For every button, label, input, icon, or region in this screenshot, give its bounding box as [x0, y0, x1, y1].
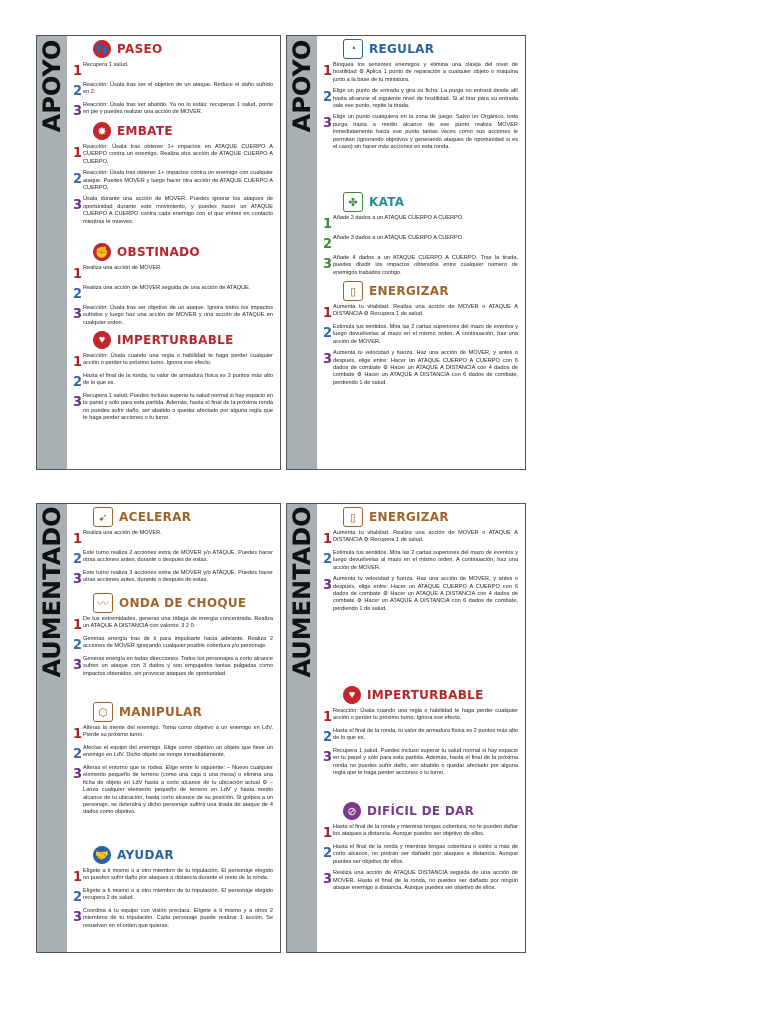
- skill-ayudar: 🤝 AYUDAR 1 Elígete a ti mismo o a otro miembro de tu tripulación. El personaje elegido no pueden sufrir daño por ataques a distancia durante el resto de la ronda. 2 Elígete a ti mismo o a otro miembro de tu tripulación. El personaje elegido recupera 2 de salud. 3 Coordina a tu equipo con visión preclara. Elígete a ti mismo y a otros 2 miembros de tu tripulación. Cada personaje puede realizar 1 acción. Se resuelven en el orden que quieras.: [73, 844, 276, 934]
- skill-name: ENERGIZAR: [369, 510, 449, 524]
- level-1-text: Elígete a ti mismo o a otro miembro de tu tripulación. El personaje elegido no pueden sufrir daño por ataques a distancia durante el resto de la ronda.: [83, 868, 273, 882]
- level-1-text: Alteras la mente del enemigo. Toma como objetivo a un enemigo en LdV. Pierde su próximo turno.: [83, 725, 273, 739]
- level-3-text: Recupera 1 salud. Puedes incluso superar tu salud normal si hay espacio en tu panel y sólo para esta partida. Además, hasta el final de la próxima ronda no puedes sufrir daño, ser abatido o quedar afectado por alguna regla que te haga perder acciones o tu turno.: [333, 748, 518, 777]
- category-title: AUMENTADO: [38, 505, 66, 678]
- level-1-text: Hasta el final de la ronda y mientras tengas cobertura, no te pueden dañar los ataques a distancia. Aunque puedes ser objetivo de ellos.: [333, 824, 518, 838]
- level-3-text: Este turno realiza 3 acciones extra de MOVER y/o ATAQUE. Puedes hacer otras acciones antes, durante o después de estas.: [83, 570, 273, 584]
- category-title: APOYO: [38, 39, 66, 133]
- battery-icon: ▯: [343, 507, 363, 527]
- handshake-icon: 🤝: [93, 846, 111, 864]
- skill-name: PASEO: [117, 42, 163, 56]
- level-3-text: Aumenta tu velocidad y fuerza. Haz una acción de MOVER, y antes o después, elige entre: Hacer un ATAQUE CUERPO A CUERPO con 6 dados de combate ⚙ Hacer un ATAQUE A DISTANCIA con 4 dados de combate ⚙ Hacer un ATAQUE A DISTANCIA con 6 dados de combate, perdiendo 1 de salud.: [333, 350, 518, 386]
- skill-name: ACELERAR: [119, 510, 192, 524]
- level-1-text: Reacción: Úsala cuando una regla o habilidad te haga perder cualquier acción o perder tu próximo turno. Ignora ese efecto.: [333, 708, 518, 722]
- category-band: [287, 36, 317, 469]
- level-1-text: Reacción: Úsala cuando una regla o habilidad te haga perder cualquier acción o perder tu próximo turno. Ignora ese efecto.: [83, 353, 273, 367]
- heartbeat-icon: ♥: [93, 331, 111, 349]
- heartbeat-icon: ♥: [343, 686, 361, 704]
- skill-regular: ◔ REGULAR 1 Bloquea los sensores enemigos y elimina una clavija del nivel de hostilidad ⚙ Aplica 1 punto de reparación a cualquier objeto o máquina junto a la base de tu miniatura. 2 Elige un punto de entrada y gira su ficha. La purga no entrará desde allí hasta alcanzar el siguiente nivel de hostilidad. Si al tirar para su entrada sale ese punto, repite la tirada. 3 Elige un punto cualquiera en la zona de juego. Salvo un Orgánico, toda purga hasta a medio alcance de ese punto realiza MOVER inmediatamente hacia ese punto tantas veces como sus acciones le permitan (ignorando objetivos y generando ataques de oportunidad si es el caso) sin hacer más acciones en esta ronda.: [323, 38, 521, 155]
- skill-name: MANIPULAR: [119, 705, 203, 719]
- level-2-text: Estimula tus sentidos. Mira las 2 cartas superiores del mazo de eventos y luego devuélvelas al mazo en el mismo orden. A continuación, haz una acción de MOVER.: [333, 550, 518, 571]
- skill-imperturbable: ♥ IMPERTURBABLE 1 Reacción: Úsala cuando una regla o habilidad te haga perder cualquier acción o perder tu próximo turno. Ignora ese efecto. 2 Hasta el final de la ronda, tu valor de armadura física es 2 puntos más alto de lo que es. 3 Recupera 1 salud. Puedes incluso superar tu salud normal si hay espacio en tu panel y sólo para esta partida. Además, hasta el final de la próxima ronda no puedes sufrir daño, ser abatido o quedar afectado por alguna regla que te haga perder acciones o tu turno.: [73, 329, 276, 427]
- level-1-text: Aumenta tu vitalidad. Realiza una acción de MOVER o ATAQUE A DISTANCIA ⚙ Recupera 1 de salud.: [333, 530, 518, 544]
- level-3-text: Realiza una acción de ATAQUE DISTANCIA seguida de una acción de MOVER. Hasta el final de la ronda, no puedes ser dañado por ningún ataque enemigo a distancia. Aunque puedes ser objetivo de ellos.: [333, 870, 518, 892]
- level-3-text: Alteras el entorno que te rodea. Elige entre lo siguiente: – Nuevo cualquier elemento pequeño de terreno (como una caja o una mesa) o elimina una ficha de objeto en LdV hasta a corto alcance de tu ubicación actual ⚙ – Lanza cualquier elemento pequeño de terreno en LdV y hasta medio alcance de tu ubicación, hasta corto alcance de su posición. Si golpea a un personaje, se detendrá y dicho personaje sufrirá una tirada de ataque de 4 dados como objetivo.: [83, 765, 273, 816]
- category-band: [287, 504, 317, 952]
- battery-icon: ▯: [343, 281, 363, 301]
- category-band: [37, 504, 67, 952]
- level-3-text: Generas energía en todas direcciones. Todos los personajes a corto alcance sufren un ataque con 3 dados y son empujados tantas pulgadas como impactos obtenidos, sin provocar ataques de oportunidad.: [83, 656, 273, 677]
- skill-acelerar: ➹ ACELERAR 1 Realiza una acción de MOVER. 2 Este turno realiza 2 acciones extra de MOVER y/o ATAQUE. Puedes hacer otras acciones antes, durante o después de estas. 3 Este turno realiza 3 acciones extra de MOVER y/o ATAQUE. Puedes hacer otras acciones antes, durante o después de estas.: [73, 506, 276, 590]
- level-2-text: Elígete a ti mismo o a otro miembro de tu tripulación. El personaje elegido recupera 2 de salud.: [83, 888, 273, 902]
- level-1-text: Recupera 1 salud.: [83, 62, 129, 68]
- level-2-text: Reacción: Úsala tras obtener 1+ impactos contra un enemigo con cualquier ataque. Puedes MOVER y luego hacer otra acción de ATAQUE CUERPO A CUERPO.: [83, 170, 273, 192]
- level-1-text: Bloquea los sensores enemigos y elimina una clavija del nivel de hostilidad ⚙ Aplica 1 punto de reparación a cualquier objeto o máquina junto a la base de tu miniatura.: [333, 62, 518, 83]
- skill-name: EMBATE: [117, 124, 173, 138]
- skill-card-apoyo-2: [286, 35, 526, 470]
- gauge-icon: ◔: [343, 39, 363, 59]
- skill-name: DIFÍCIL DE DAR: [367, 804, 475, 818]
- skill-name: IMPERTURBABLE: [117, 333, 234, 347]
- skill-energizar: ▯ ENERGIZAR 1 Aumenta tu vitalidad. Realiza una acción de MOVER o ATAQUE A DISTANCIA ⚙ Recupera 1 de salud. 2 Estimula tus sentidos. Mira las 2 cartas superiores del mazo de eventos y luego devuélvelas al mazo en el mismo orden. A continuación, haz una acción de MOVER. 3 Aumenta tu velocidad y fuerza. Haz una acción de MOVER, y antes o después, elige entre: Hacer un ATAQUE CUERPO A CUERPO con 6 dados de combate ⚙ Hacer un ATAQUE A DISTANCIA con 4 dados de combate ⚙ Hacer un ATAQUE A DISTANCIA con 6 dados de combate, perdiendo 1 de salud.: [323, 280, 521, 391]
- no-target-icon: ⊘: [343, 802, 361, 820]
- skill-dificil-de-dar: ⊘ DIFÍCIL DE DAR 1 Hasta el final de la ronda y mientras tengas cobertura, no te pueden dañar los ataques a distancia. Aunque puedes ser objetivo de ellos. 2 Hasta el final de la ronda y mientras tengas cobertura o estés a más de corto alcance, no podrán ser dañado por ataques a distancia. Aunque puedes ser objetivo de ellos. 3 Realiza una acción de ATAQUE DISTANCIA seguida de una acción de MOVER. Hasta el final de la ronda, no puedes ser dañado por ningún ataque enemigo a distancia. Aunque puedes ser objetivo de ellos.: [323, 800, 521, 896]
- level-2-text: Afectas el equipo del enemigo. Elige como objetivo un objeto que lleve un enemigo en LdV. Dicho objeto se rompe inmediatamente.: [83, 745, 273, 759]
- skill-name: ENERGIZAR: [369, 284, 449, 298]
- level-3-text: Reacción: Úsala tras ser objetivo de un ataque. Ignora todos los impactos sufridos y luego haz una acción de MOVER y una acción de ATAQUE en cualquier orden.: [83, 305, 273, 326]
- shockwave-icon: 〰: [93, 593, 113, 613]
- skill-kata: ✤ KATA 1 Añade 2 dados a un ATAQUE CUERPO A CUERPO. 2 Añade 3 dados a un ATAQUE CUERPO A CUERPO. 3 Añade 4 dados a un ATAQUE CUERPO A CUERPO. Tras la tirada, puedes dividir los impactos obtenidos entre cualquier número de enemigos trabados contigo.: [323, 191, 521, 281]
- fist-icon: ✊: [93, 243, 111, 261]
- level-2-text: Hasta el final de la ronda, tu valor de armadura física es 2 puntos más alto de lo que es.: [83, 373, 273, 387]
- skill-name: OBSTINADO: [117, 245, 200, 259]
- skill-embate: ✸ EMBATE 1 Reacción: Úsala tras obtener 1+ impactos en ATAQUE CUERPO A CUERPO contra un enemigo. Realiza otra acción de ATAQUE CUERPO A CUERPO. 2 Reacción: Úsala tras obtener 1+ impactos contra un enemigo con cualquier ataque. Puedes MOVER y luego hacer otra acción de ATAQUE CUERPO A CUERPO. 3 Úsala durante una acción de MOVER. Puedes ignorar los ataques de oportunidad durante este movimiento, y puedes hacer un ATAQUE CUERPO A CUERPO contra cada enemigo con el que entres en contacto mientras te mueves.: [73, 120, 276, 230]
- skill-card-apoyo-1: [36, 35, 281, 470]
- level-3-text: Aumenta tu velocidad y fuerza. Haz una acción de MOVER, y antes o después, elige entre: Hacer un ATAQUE CUERPO A CUERPO con 6 dados de combate ⚙ Hacer un ATAQUE A DISTANCIA con 4 dados de combate ⚙ Hacer un ATAQUE A DISTANCIA con 6 dados de combate, perdiendo 1 de salud.: [333, 576, 518, 612]
- level-2-text: Hasta el final de la ronda, tu valor de armadura física es 2 puntos más alto de lo que es.: [333, 728, 518, 742]
- skill-imperturbable: ♥ IMPERTURBABLE 1 Reacción: Úsala cuando una regla o habilidad te haga perder cualquier acción o perder tu próximo turno. Ignora ese efecto. 2 Hasta el final de la ronda, tu valor de armadura física es 2 puntos más alto de lo que es. 3 Recupera 1 salud. Puedes incluso superar tu salud normal si hay espacio en tu panel y sólo para esta partida. Además, hasta el final de la próxima ronda no puedes sufrir daño, ser abatido o quedar afectado por alguna regla que te haga perder acciones o tu turno.: [323, 684, 521, 782]
- skill-obstinado: ✊ OBSTINADO 1 Realiza una acción de MOVER. 2 Realiza una acción de MOVER seguida de una acción de ATAQUE. 3 Reacción: Úsala tras ser objetivo de un ataque. Ignora todos los impactos sufridos y luego haz una acción de MOVER y una acción de ATAQUE en cualquier orden.: [73, 241, 276, 331]
- level-3-text: Recupera 1 salud. Puedes incluso superar tu salud normal si hay espacio en tu panel y sólo para esta partida. Además, hasta el final de la próxima ronda no puedes sufrir daño, ser abatido o quedar afectado por alguna regla que te haga perder acciones o tu turno.: [83, 393, 273, 422]
- level-2-text: Elige un punto de entrada y gira su ficha. La purga no entrará desde allí hasta alcanzar el siguiente nivel de hostilidad. Si al tirar para su entrada sale ese punto, repite la tirada.: [333, 88, 518, 110]
- level-1-text: Añade 2 dados a un ATAQUE CUERPO A CUERPO.: [333, 215, 464, 221]
- level-3-text: Elige un punto cualquiera en la zona de juego. Salvo un Orgánico, toda purga hasta a medio alcance de ese punto realiza MOVER inmediatamente hacia ese punto tantas veces como sus acciones le permitan (ignorando objetivos y generando ataques de oportunidad si es el caso) sin hacer más acciones en esta ronda.: [333, 114, 518, 151]
- skill-name: KATA: [369, 195, 405, 209]
- skill-name: IMPERTURBABLE: [367, 688, 484, 702]
- category-title: APOYO: [288, 39, 316, 133]
- level-1-text: Reacción: Úsala tras obtener 1+ impactos en ATAQUE CUERPO A CUERPO contra un enemigo. Realiza otra acción de ATAQUE CUERPO A CUERPO.: [83, 144, 273, 165]
- footprints-icon: 👣: [93, 40, 111, 58]
- skill-onda-de-choque: 〰 ONDA DE CHOQUE 1 De tus extremidades, generas una ráfaga de energía concentrada. Realiza un ATAQUE A DISTANCIA con valores: 3 2 0. 2 Generas energía tras de ti para impulsarte hacia adelante. Realiza 2 acciones de MOVER ignorando cualquier posible cobertura y/o personaje. 3 Generas energía en todas direcciones. Todos los personajes a corto alcance sufren un ataque con 3 dados y son empujados tantas pulgadas como impactos obtenidos, sin provocar ataques de oportunidad.: [73, 592, 276, 682]
- level-1-text: Realiza una acción de MOVER.: [83, 265, 162, 271]
- skill-name: ONDA DE CHOQUE: [119, 596, 247, 610]
- impact-icon: ✸: [93, 122, 111, 140]
- category-band: [37, 36, 67, 469]
- skill-manipular: ⬡ MANIPULAR 1 Alteras la mente del enemigo. Toma como objetivo a un enemigo en LdV. Pierde su próximo turno. 2 Afectas el equipo del enemigo. Elige como objetivo un objeto que lleve un enemigo en LdV. Dicho objeto se rompe inmediatamente. 3 Alteras el entorno que te rodea. Elige entre lo siguiente: – Nuevo cualquier elemento pequeño de terreno (como una caja o una mesa) o elimina una ficha de objeto en LdV hasta a corto alcance de tu ubicación actual ⚙ – Lanza cualquier elemento pequeño de terreno en LdV y hasta medio alcance de tu ubicación, hasta corto alcance de su posición. Si golpea a un personaje, se detendrá y dicho personaje sufrirá una tirada de ataque de 4 dados como objetivo.: [73, 701, 276, 821]
- category-title: AUMENTADO: [288, 505, 316, 678]
- level-2-text: Estimula tus sentidos. Mira las 2 cartas superiores del mazo de eventos y luego devuélvelas al mazo en el mismo orden. A continuación, haz una acción de MOVER.: [333, 324, 518, 345]
- level-3-text: Añade 4 dados a un ATAQUE CUERPO A CUERPO. Tras la tirada, puedes dividir los impactos obtenidos entre cualquier número de enemigos trabados contigo.: [333, 255, 518, 276]
- level-2-text: Reacción: Úsala tras ser el objetivo de un ataque. Reduce el daño sufrido en 2.: [83, 82, 273, 96]
- skill-name: REGULAR: [369, 42, 435, 56]
- skill-card-aumentado-1: [36, 503, 281, 953]
- level-2-text: Realiza una acción de MOVER seguida de una acción de ATAQUE.: [83, 285, 251, 291]
- level-3-text: Coordina a tu equipo con visión preclara. Elígete a ti mismo y a otros 2 miembros de tu tripulación. Cada personaje puede realizar 1 acción. Se resuelven en el orden que quieras.: [83, 908, 273, 929]
- level-2-text: Generas energía tras de ti para impulsarte hacia adelante. Realiza 2 acciones de MOVER ignorando cualquier posible cobertura y/o personaje.: [83, 636, 273, 650]
- level-1-text: Realiza una acción de MOVER.: [83, 530, 162, 536]
- skill-name: AYUDAR: [117, 848, 174, 862]
- skill-energizar: ▯ ENERGIZAR 1 Aumenta tu vitalidad. Realiza una acción de MOVER o ATAQUE A DISTANCIA ⚙ Recupera 1 de salud. 2 Estimula tus sentidos. Mira las 2 cartas superiores del mazo de eventos y luego devuélvelas al mazo en el mismo orden. A continuación, haz una acción de MOVER. 3 Aumenta tu velocidad y fuerza. Haz una acción de MOVER, y antes o después, elige entre: Hacer un ATAQUE CUERPO A CUERPO con 6 dados de combate ⚙ Hacer un ATAQUE A DISTANCIA con 4 dados de combate ⚙ Hacer un ATAQUE A DISTANCIA con 6 dados de combate, perdiendo 1 de salud.: [323, 506, 521, 617]
- skill-card-aumentado-2: [286, 503, 526, 953]
- level-1-text: Aumenta tu vitalidad. Realiza una acción de MOVER o ATAQUE A DISTANCIA ⚙ Recupera 1 de salud.: [333, 304, 518, 318]
- skill-paseo: 👣 PASEO 1 Recupera 1 salud. 2 Reacción: Úsala tras ser el objetivo de un ataque. Reduce el daño sufrido en 2. 3 Reacción: Úsala tras ser abatido. Ya no lo estás: recuperas 1 salud, ponte en pie y puedes realizar una acción de MOVER.: [73, 38, 276, 122]
- running-icon: ➹: [93, 507, 113, 527]
- level-2-text: Hasta el final de la ronda y mientras tengas cobertura o estés a más de corto alcance, no podrán ser dañado por ataques a distancia. Aunque puedes ser objetivo de ellos.: [333, 844, 518, 865]
- martial-arts-icon: ✤: [343, 192, 363, 212]
- level-2-text: Este turno realiza 2 acciones extra de MOVER y/o ATAQUE. Puedes hacer otras acciones antes, durante o después de estas.: [83, 550, 273, 564]
- level-3-text: Úsala durante una acción de MOVER. Puedes ignorar los ataques de oportunidad durante este movimiento, y puedes hacer un ATAQUE CUERPO A CUERPO contra cada enemigo con el que entres en contacto mientras te mueves.: [83, 196, 273, 225]
- level-1-text: De tus extremidades, generas una ráfaga de energía concentrada. Realiza un ATAQUE A DISTANCIA con valores: 3 2 0.: [83, 616, 273, 630]
- level-2-text: Añade 3 dados a un ATAQUE CUERPO A CUERPO.: [333, 235, 464, 241]
- level-3-text: Reacción: Úsala tras ser abatido. Ya no lo estás: recuperas 1 salud, ponte en pie y puedes realizar una acción de MOVER.: [83, 102, 273, 116]
- cube-icon: ⬡: [93, 702, 113, 722]
